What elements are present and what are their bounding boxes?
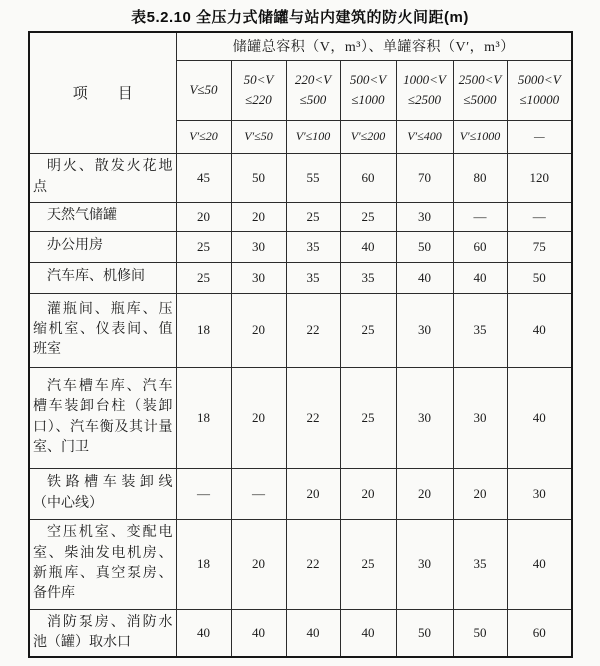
volume-range-cell xyxy=(176,60,231,120)
distance-value-cell: 20 xyxy=(231,293,286,367)
distance-value-cell: — xyxy=(231,468,286,519)
distance-value-cell: 25 xyxy=(176,262,231,293)
distance-value-cell: 50 xyxy=(396,231,453,262)
distance-value-cell: 40 xyxy=(340,609,396,657)
volume-range-cell xyxy=(286,60,340,120)
row-label-cell: 空压机室、变配电室、柴油发电机房、新瓶库、真空泵房、备件库 xyxy=(29,519,176,609)
table-row xyxy=(29,609,572,657)
distance-value-cell: 60 xyxy=(507,609,572,657)
distance-value-cell: 35 xyxy=(340,262,396,293)
distance-value-cell: — xyxy=(453,202,507,231)
distance-value-cell: 20 xyxy=(176,202,231,231)
distance-value-cell: 35 xyxy=(286,231,340,262)
row-label-cell: 铁路槽车装卸线（中心线） xyxy=(29,468,176,519)
distance-value-cell: 40 xyxy=(340,231,396,262)
distance-value-cell: 40 xyxy=(396,262,453,293)
row-label-cell: 明火、散发火花地点 xyxy=(29,153,176,202)
row-label-cell: 灌瓶间、瓶库、压缩机室、仪表间、值班室 xyxy=(29,293,176,367)
distance-value-cell: 20 xyxy=(231,202,286,231)
distance-value-cell: 60 xyxy=(453,231,507,262)
header-row-span xyxy=(29,32,572,60)
distance-value-cell: 20 xyxy=(231,519,286,609)
single-volume-cell: V′≤20 xyxy=(176,120,231,153)
distance-value-cell: 20 xyxy=(286,468,340,519)
table-row xyxy=(29,293,572,367)
table-row xyxy=(29,367,572,468)
row-label-cell: 消防泵房、消防水池（罐）取水口 xyxy=(29,609,176,657)
distance-value-cell: 40 xyxy=(453,262,507,293)
distance-value-cell: 35 xyxy=(453,293,507,367)
distance-value-cell: 30 xyxy=(396,367,453,468)
row-label-cell: 汽车库、机修间 xyxy=(29,262,176,293)
volume-range-line: ≤5000 xyxy=(463,92,497,107)
volume-range-line: ≤1000 xyxy=(351,92,385,107)
distance-value-cell: 22 xyxy=(286,293,340,367)
distance-value-cell: 50 xyxy=(453,609,507,657)
single-volume-cell: — xyxy=(507,120,572,153)
distance-value-cell: 18 xyxy=(176,367,231,468)
distance-value-cell: 40 xyxy=(507,293,572,367)
table-row xyxy=(29,519,572,609)
volume-range-line: ≤2500 xyxy=(407,92,442,107)
distance-value-cell: 25 xyxy=(340,293,396,367)
distance-value-cell: 120 xyxy=(507,153,572,202)
single-volume-cell: V′≤400 xyxy=(396,120,453,153)
table-row xyxy=(29,262,572,293)
volume-range-line: 500<V xyxy=(349,71,387,87)
table-row xyxy=(29,468,572,519)
table-row xyxy=(29,153,572,202)
distance-value-cell: 80 xyxy=(453,153,507,202)
single-volume-cell: V′≤50 xyxy=(231,120,286,153)
distance-value-cell: 20 xyxy=(231,367,286,468)
distance-value-cell: 22 xyxy=(286,367,340,468)
volume-range-line: 5000<V xyxy=(517,71,561,87)
distance-value-cell: 30 xyxy=(396,202,453,231)
table-row xyxy=(29,202,572,231)
volume-range-line: 1000<V xyxy=(403,71,446,87)
distance-value-cell: 30 xyxy=(453,367,507,468)
single-volume-cell: V′≤100 xyxy=(286,120,340,153)
distance-value-cell: 18 xyxy=(176,293,231,367)
distance-value-cell: 25 xyxy=(340,367,396,468)
distance-value-cell: 35 xyxy=(453,519,507,609)
distance-value-cell: 30 xyxy=(231,262,286,293)
distance-value-cell: 25 xyxy=(340,519,396,609)
distance-value-cell: — xyxy=(507,202,572,231)
distance-value-cell: 45 xyxy=(176,153,231,202)
distance-value-cell: 30 xyxy=(396,293,453,367)
volume-range-line: ≤10000 xyxy=(519,92,560,107)
distance-value-cell: 30 xyxy=(507,468,572,519)
volume-range-line: V≤50 xyxy=(189,81,218,97)
distance-value-cell: 50 xyxy=(507,262,572,293)
distance-value-cell: 25 xyxy=(286,202,340,231)
volume-range-cell xyxy=(231,60,286,120)
distance-value-cell: 22 xyxy=(286,519,340,609)
volume-range-cell xyxy=(340,60,396,120)
distance-value-cell: 70 xyxy=(396,153,453,202)
row-label-cell: 汽车槽车库、汽车槽车装卸台柱（装卸口）、汽车衡及其计量室、门卫 xyxy=(29,367,176,468)
distance-value-cell: 35 xyxy=(286,262,340,293)
distance-value-cell: 20 xyxy=(453,468,507,519)
distance-value-cell: 75 xyxy=(507,231,572,262)
volume-range-line: ≤220 xyxy=(245,92,272,107)
distance-value-cell: 30 xyxy=(396,519,453,609)
distance-value-cell: 20 xyxy=(340,468,396,519)
span-header-cell: 储罐总容积（V，m³）、单罐容积（V′，m³） xyxy=(176,32,572,60)
distance-value-cell: 55 xyxy=(286,153,340,202)
fire-distance-table xyxy=(28,31,573,658)
distance-value-cell: 40 xyxy=(231,609,286,657)
page-title: 表5.2.10 全压力式储罐与站内建筑的防火间距(m) xyxy=(131,9,469,26)
distance-value-cell: 18 xyxy=(176,519,231,609)
table-row xyxy=(29,231,572,262)
single-volume-cell: V′≤1000 xyxy=(453,120,507,153)
volume-range-cell xyxy=(507,60,572,120)
volume-range-cell xyxy=(396,60,453,120)
distance-value-cell: 50 xyxy=(231,153,286,202)
distance-value-cell: 60 xyxy=(340,153,396,202)
distance-value-cell: 20 xyxy=(396,468,453,519)
distance-value-cell: 50 xyxy=(396,609,453,657)
volume-range-line: 50<V xyxy=(243,71,274,87)
distance-value-cell: 40 xyxy=(507,367,572,468)
distance-value-cell: 25 xyxy=(340,202,396,231)
volume-range-line: ≤500 xyxy=(299,92,327,107)
distance-value-cell: 40 xyxy=(286,609,340,657)
distance-value-cell: 25 xyxy=(176,231,231,262)
distance-value-cell: 40 xyxy=(176,609,231,657)
row-label-cell: 办公用房 xyxy=(29,231,176,262)
row-label-cell: 天然气储罐 xyxy=(29,202,176,231)
distance-value-cell: 40 xyxy=(507,519,572,609)
single-volume-cell: V′≤200 xyxy=(340,120,396,153)
volume-range-line: 2500<V xyxy=(458,71,502,87)
volume-range-line: 220<V xyxy=(294,71,332,87)
item-header-cell: 项 目 xyxy=(29,32,176,153)
distance-value-cell: — xyxy=(176,468,231,519)
volume-range-cell xyxy=(453,60,507,120)
distance-value-cell: 30 xyxy=(231,231,286,262)
